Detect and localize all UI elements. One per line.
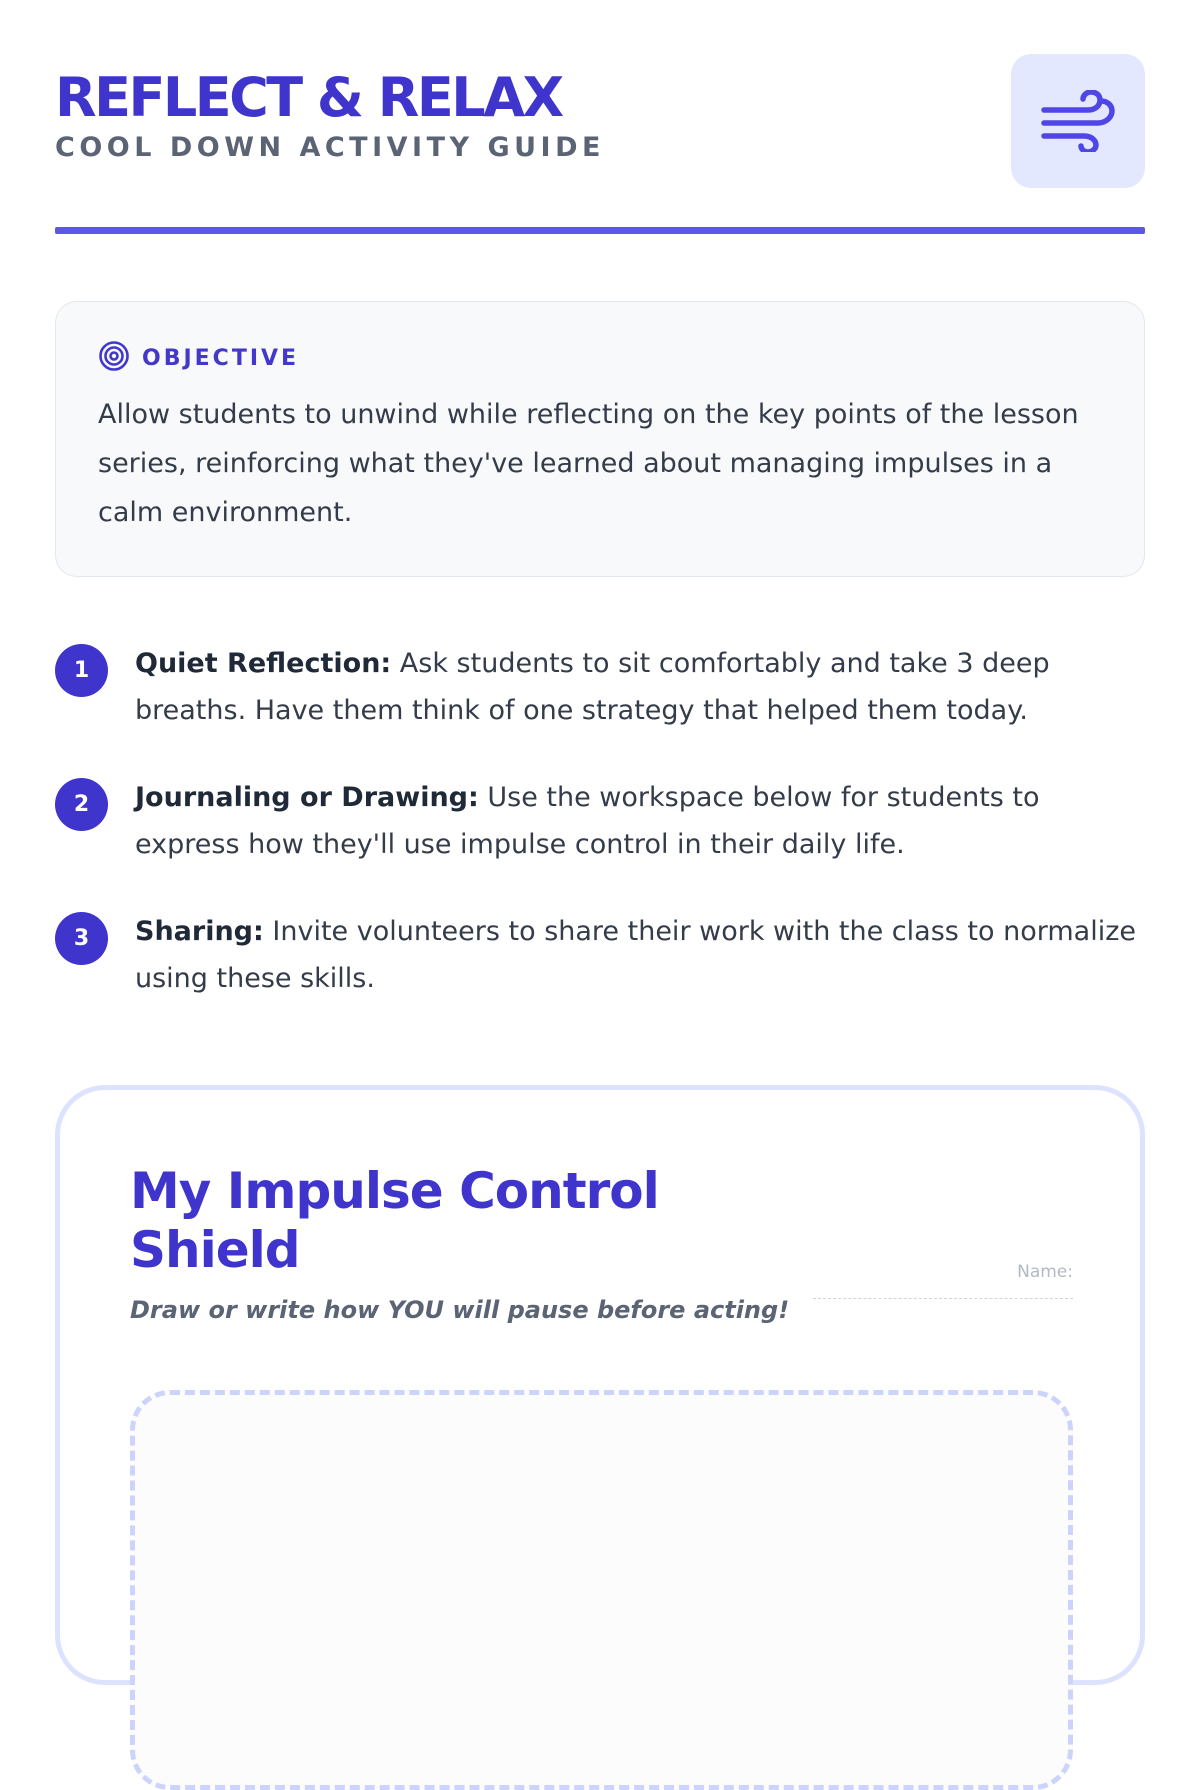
worksheet-subtitle: Draw or write how YOU will pause before acting! [130,1296,790,1324]
step-text: Invite volunteers to share their work with the class to normalize using these skills. [135,916,1136,994]
step-number: 1 [55,644,108,697]
step-title: Quiet Reflection: [135,648,392,679]
step-body [135,774,1150,868]
step-number: 2 [55,778,108,831]
step-item [55,774,1150,868]
step-title: Journaling or Drawing: [135,782,479,813]
step-item [55,908,1150,1002]
steps-list [55,640,1150,1042]
worksheet-card [55,1085,1145,1685]
page-header [55,0,1145,163]
page-title: REFLECT & RELAX [55,66,562,129]
header-divider [55,227,1145,234]
step-number: 3 [55,912,108,965]
wind-icon [1011,54,1145,188]
step-text: Use the workspace below for students to express how they'll use impulse control in their daily life. [135,782,1040,860]
name-field[interactable] [813,1262,1073,1299]
page-subtitle: COOL DOWN ACTIVITY GUIDE [55,132,605,163]
worksheet-title: My Impulse Control Shield [130,1162,659,1279]
objective-card [55,301,1145,577]
name-line[interactable] [813,1298,1073,1299]
objective-header [98,340,1104,376]
step-text: Ask students to sit comfortably and take 3 deep breaths. Have them think of one strategy that helped them today. [135,648,1050,726]
step-title: Sharing: [135,916,264,947]
step-item [55,640,1150,734]
step-body [135,908,1150,1002]
name-label: Name: [1017,1262,1073,1282]
drawing-workspace[interactable] [130,1390,1073,1790]
target-icon [98,340,130,376]
step-body [135,640,1150,734]
objective-text: Allow students to unwind while reflecting on the key points of the lesson series, reinforcing what they've learned about managing impulses in a calm environment. [98,399,1079,528]
objective-label: OBJECTIVE [142,345,300,371]
